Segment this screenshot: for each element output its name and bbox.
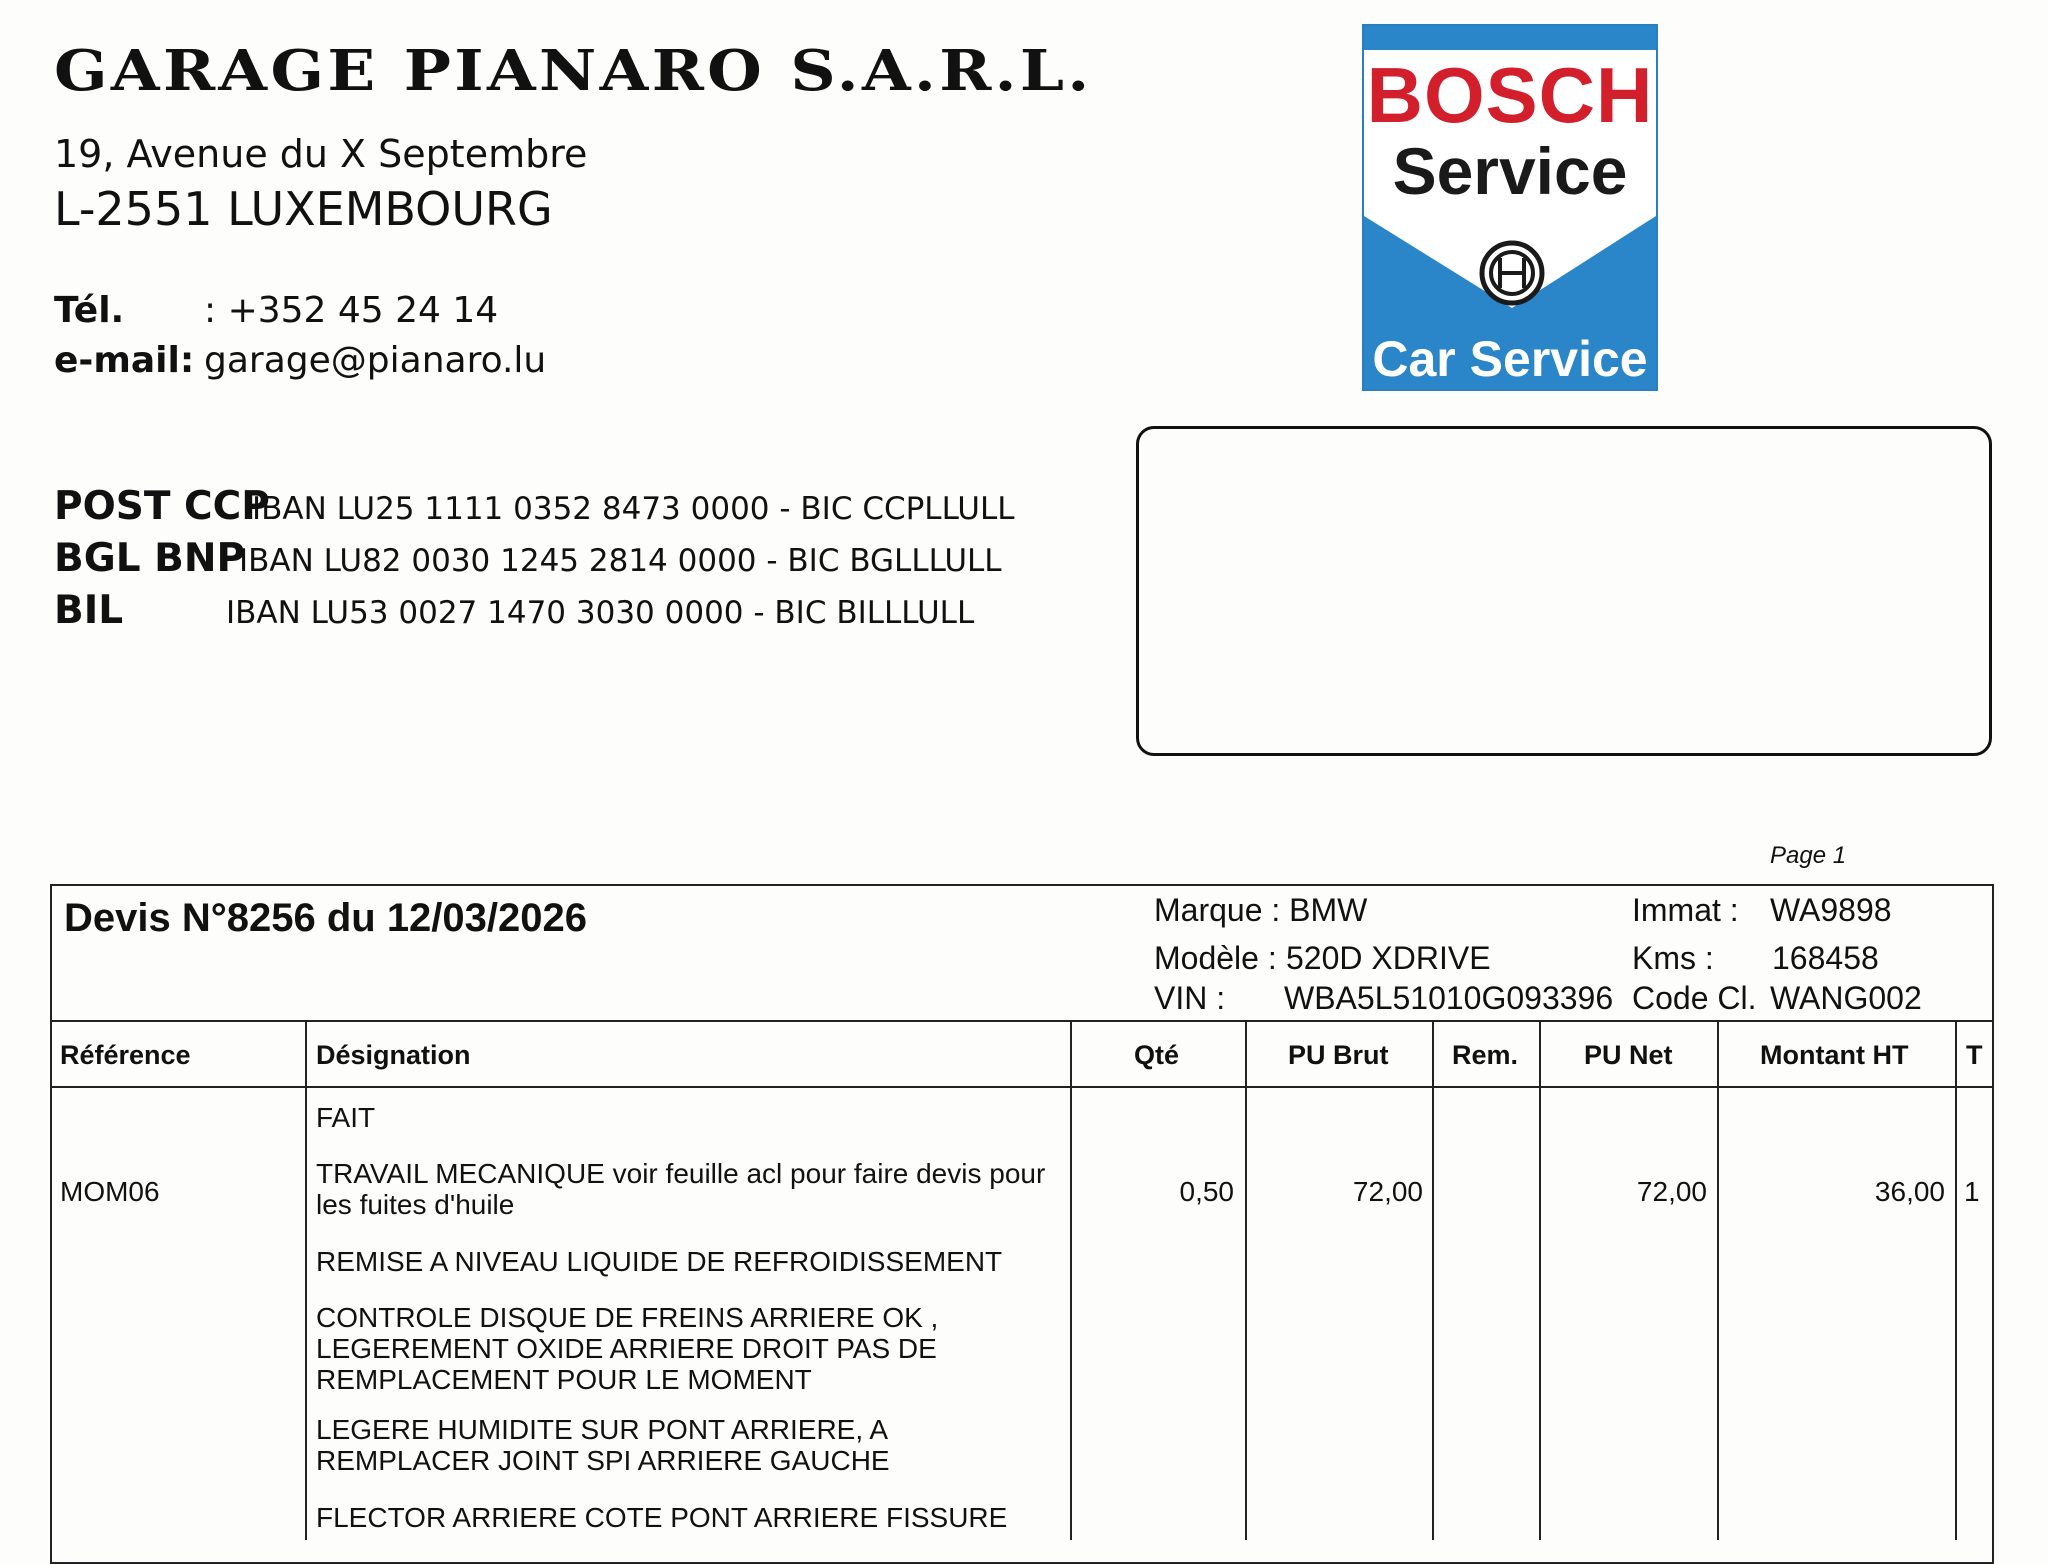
col-divider — [1539, 1020, 1541, 1540]
bank-iban: IBAN LU53 0027 1470 3030 0000 - BIC BILLLULL — [226, 595, 975, 631]
company-phone — [54, 290, 498, 331]
col-divider — [1955, 1020, 1957, 1540]
email-label: e-mail: — [54, 340, 195, 381]
quote-title: Devis N°8256 du 12/03/2026 — [64, 896, 588, 940]
header-designation: Désignation — [316, 1040, 471, 1070]
client-code-value: WANG002 — [1770, 980, 1922, 1016]
page-number: Page 1 — [1770, 842, 1847, 869]
vehicle-kms-value: 168458 — [1772, 940, 1879, 976]
bosch-armature-icon — [1364, 216, 1658, 334]
vehicle-kms-label: Kms : — [1632, 940, 1714, 976]
line-qte: 0,50 — [1179, 1176, 1234, 1207]
email-value: garage@pianaro.lu — [204, 340, 547, 381]
vehicle-marque — [1154, 892, 1367, 929]
phone-value: : +352 45 24 14 — [204, 290, 499, 331]
line-pu-net: 72,00 — [1636, 1176, 1707, 1207]
header-montant-ht: Montant HT — [1760, 1040, 1909, 1070]
header-reference: Référence — [60, 1040, 191, 1070]
designation-line: REMISE A NIVEAU LIQUIDE DE REFROIDISSEMENT — [316, 1246, 1003, 1277]
company-address-street: 19, Avenue du X Septembre — [54, 132, 588, 176]
col-divider — [1070, 1020, 1072, 1540]
header-pu-net: PU Net — [1584, 1040, 1673, 1070]
company-name: GARAGE PIANARO S.A.R.L. — [54, 38, 1093, 104]
bank-iban: IBAN LU82 0030 1245 2814 0000 - BIC BGLLLULL — [239, 543, 1002, 579]
col-divider — [1717, 1020, 1719, 1540]
vehicle-vin-label: VIN : — [1154, 980, 1226, 1016]
table-top-rule — [50, 1020, 1994, 1022]
company-address-city: L-2551 LUXEMBOURG — [54, 182, 553, 236]
col-divider — [305, 1020, 307, 1540]
col-divider — [1245, 1020, 1247, 1540]
header-qte: Qté — [1134, 1040, 1180, 1070]
designation-line: FLECTOR ARRIERE COTE PONT ARRIERE FISSURE — [316, 1502, 1008, 1533]
table-header-rule — [50, 1086, 1994, 1088]
recipient-address-box — [1136, 426, 1992, 756]
bank-row-bil — [54, 588, 974, 633]
bank-name: BIL — [54, 588, 124, 633]
bank-row-post — [54, 484, 1015, 529]
line-tax-code: 1 — [1964, 1176, 1980, 1207]
header-rem: Rem. — [1452, 1040, 1519, 1070]
line-reference: MOM06 — [60, 1176, 160, 1207]
line-pu-brut: 72,00 — [1352, 1176, 1423, 1207]
logo-car-service-text: Car Service — [1364, 329, 1656, 389]
vehicle-vin-value: WBA5L51010G093396 — [1284, 980, 1614, 1016]
bank-name: BGL BNP — [54, 536, 246, 581]
bank-name: POST CCP — [54, 484, 270, 529]
logo-brand-text: BOSCH — [1366, 51, 1654, 139]
header-t: T — [1966, 1040, 1983, 1070]
vehicle-immat-value: WA9898 — [1770, 892, 1892, 928]
bosch-service-logo — [1362, 24, 1658, 391]
line-montant-ht: 36,00 — [1874, 1176, 1945, 1207]
vehicle-immat-label: Immat : — [1632, 892, 1739, 928]
designation-line: FAIT — [316, 1102, 376, 1133]
marque-label: Marque : — [1154, 892, 1281, 928]
header-pu-brut: PU Brut — [1288, 1040, 1389, 1070]
company-email — [54, 340, 546, 381]
designation-line: TRAVAIL MECANIQUE voir feuille acl pour faire devis pour les fuites d'huile — [316, 1158, 1046, 1220]
bank-iban: IBAN LU25 1111 0352 8473 0000 - BIC CCPLLULL — [252, 491, 1015, 527]
vehicle-modele-value: 520D XDRIVE — [1286, 940, 1491, 976]
designation-line: CONTROLE DISQUE DE FREINS ARRIERE OK , LEGEREMENT OXIDE ARRIERE DROIT PAS DE REMPLACEMENT POUR LE MOMENT — [316, 1302, 939, 1395]
client-code-label: Code Cl. — [1632, 980, 1757, 1016]
marque-value: BMW — [1289, 892, 1368, 928]
bank-row-bgl — [54, 536, 1002, 581]
logo-service-text: Service — [1392, 134, 1628, 208]
logo-top-bar — [1364, 26, 1656, 50]
col-divider — [1432, 1020, 1434, 1540]
vehicle-modele-label: Modèle : — [1154, 940, 1277, 976]
phone-label: Tél. — [54, 290, 125, 331]
designation-line: LEGERE HUMIDITE SUR PONT ARRIERE, A REMPLACER JOINT SPI ARRIERE GAUCHE — [316, 1414, 890, 1476]
